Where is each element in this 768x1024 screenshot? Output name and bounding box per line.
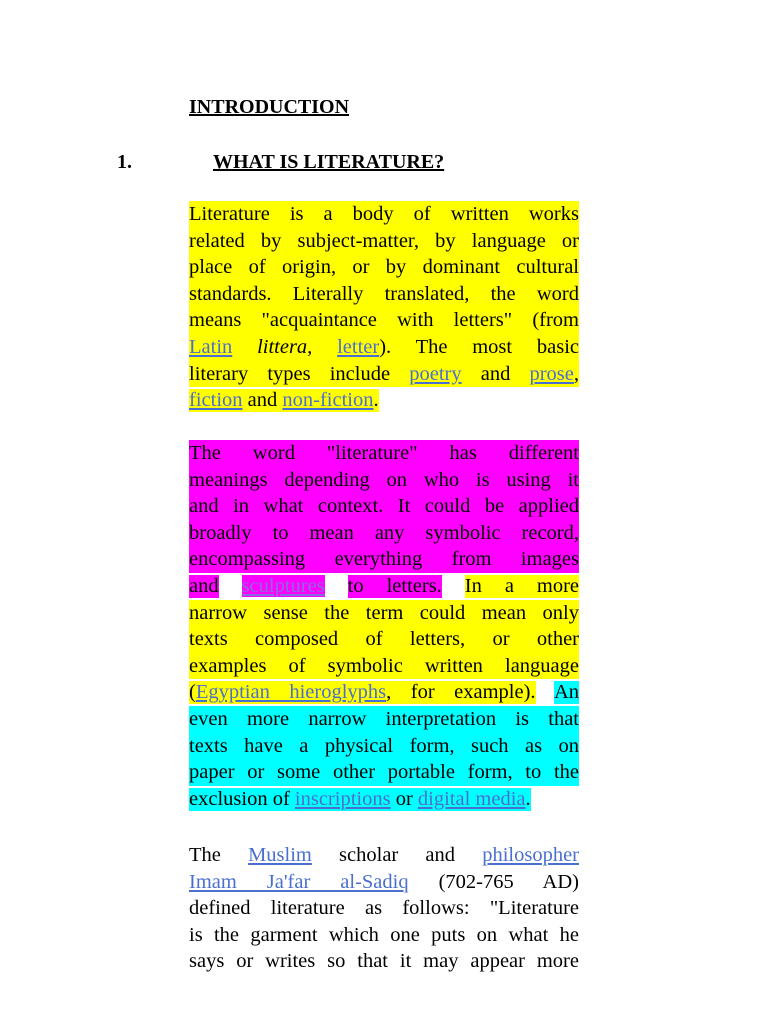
- text-run: and: [480, 362, 511, 385]
- link-non-fiction[interactable]: non-fiction: [282, 389, 374, 412]
- paragraph-line: meanings depending on who is using it: [189, 467, 579, 494]
- paragraph-line: defined literature as follows: "Literature: [189, 897, 579, 920]
- paragraph-line: [189, 361, 579, 388]
- link-muslim[interactable]: Muslim: [248, 844, 312, 866]
- text-run: scholar and: [339, 844, 456, 866]
- link-inscriptions[interactable]: inscriptions: [294, 787, 391, 810]
- paragraph-line: says or writes so that it may appear more: [189, 950, 579, 973]
- text-run: .: [373, 389, 379, 412]
- text-run: The: [189, 844, 221, 866]
- link-letter[interactable]: letter: [337, 335, 380, 358]
- link-digital-media[interactable]: digital media: [417, 787, 526, 810]
- text-run: (702-765 AD): [438, 870, 579, 893]
- section-number: 1.: [117, 151, 132, 173]
- page-heading: INTRODUCTION: [189, 96, 350, 118]
- paragraph-line: [189, 334, 579, 361]
- text-run: or: [390, 787, 418, 810]
- text-run: , for example).: [386, 681, 536, 704]
- paragraph-line: Literature is a body of written works: [189, 201, 579, 228]
- paragraph-line: related by subject-matter, by language or: [189, 228, 579, 255]
- text-run: In a more: [464, 574, 579, 597]
- paragraph-line: narrow sense the term could mean only: [189, 600, 579, 627]
- link-imam-jafar-al-sadiq[interactable]: Imam Ja'far al-Sadiq: [189, 870, 409, 893]
- paragraph-line: paper or some other portable form, to the: [189, 759, 579, 786]
- paragraph-line: place of origin, or by dominant cultural: [189, 254, 579, 281]
- section-title: WHAT IS LITERATURE?: [213, 151, 445, 173]
- paragraph-line: texts composed of letters, or other: [189, 626, 579, 653]
- link-prose[interactable]: prose: [529, 362, 574, 385]
- paragraph-line: texts have a physical form, such as on: [189, 733, 579, 760]
- text-run: exclusion of: [189, 787, 295, 810]
- text-run: ,: [573, 362, 579, 385]
- paragraph-line: and in what context. It could be applied: [189, 493, 579, 520]
- link-fiction[interactable]: fiction: [189, 389, 243, 412]
- paragraph-line: [189, 679, 579, 706]
- link-egyptian-hieroglyphs[interactable]: Egyptian hieroglyphs: [195, 681, 387, 704]
- paragraph-line: even more narrow interpretation is that: [189, 706, 579, 733]
- paragraph-line: [189, 573, 579, 600]
- paragraph-line: broadly to mean any symbolic record,: [189, 520, 579, 547]
- paragraph-3: [189, 842, 579, 975]
- text-run: to letters.: [347, 574, 442, 597]
- text-run: (: [189, 681, 196, 704]
- paragraph-line: standards. Literally translated, the word: [189, 281, 579, 308]
- paragraph-line: [189, 869, 579, 896]
- text-run: and: [242, 389, 283, 412]
- paragraph-line: is the garment which one puts on what he: [189, 923, 579, 946]
- text-run: ). The most basic: [379, 335, 579, 358]
- link-poetry[interactable]: poetry: [409, 362, 462, 385]
- paragraph-1: [189, 201, 579, 414]
- paragraph-line: [189, 842, 579, 869]
- paragraph-line: The word "literature" has different: [189, 440, 579, 467]
- paragraph-2: [189, 440, 579, 812]
- paragraph-line: [189, 387, 579, 414]
- paragraph-line: means "acquaintance with letters" (from: [189, 307, 579, 334]
- text-run: An: [553, 681, 579, 704]
- text-run: and: [189, 574, 219, 597]
- link-sculptures[interactable]: sculptures: [241, 574, 325, 597]
- text-run: .: [525, 787, 531, 810]
- paragraph-line: examples of symbolic written language: [189, 653, 579, 680]
- paragraph-line: [189, 786, 579, 813]
- text-run: literary types include: [189, 362, 391, 385]
- paragraph-line: encompassing everything from images: [189, 546, 579, 573]
- link-latin[interactable]: Latin: [189, 335, 233, 358]
- italic-word: littera,: [257, 335, 313, 358]
- link-philosopher[interactable]: philosopher: [482, 844, 579, 866]
